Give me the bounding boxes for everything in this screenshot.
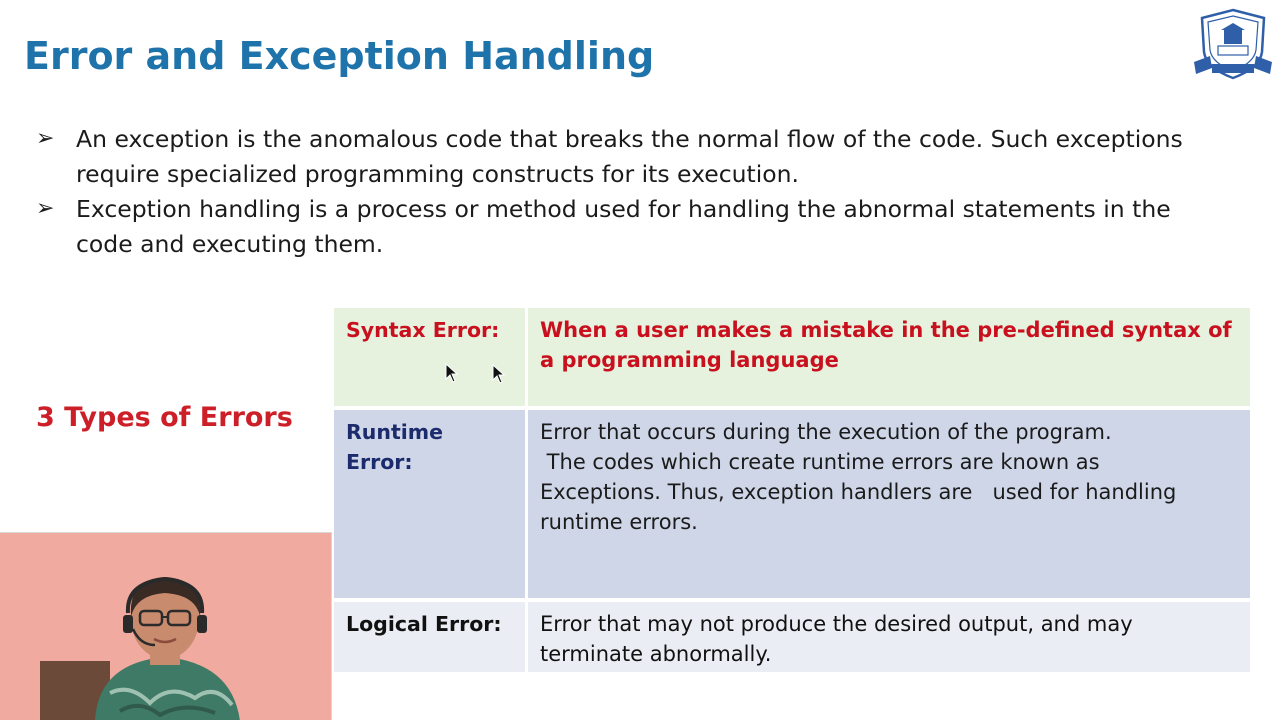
bullet-list (36, 122, 1236, 262)
presenter-webcam-feed-icon (0, 533, 332, 720)
definition-line: Exceptions. Thus, exception handlers are used for handling (540, 480, 1177, 504)
error-term: Logical Error: (334, 602, 525, 672)
table-row (334, 602, 1250, 672)
types-of-errors-heading: 3 Types of Errors (36, 402, 293, 433)
bullet-text: An exception is the anomalous code that breaks the normal flow of the code. Such exceptions require specialized programming constructs for its execution. (76, 125, 1183, 188)
mouse-pointer-icon (492, 364, 506, 384)
error-definition (528, 410, 1250, 598)
error-definition: Error that may not produce the desired output, and may terminate abnormally. (528, 602, 1250, 672)
arrow-bullet-icon: ➢ (36, 196, 55, 221)
mouse-pointer-icon (445, 363, 459, 383)
bullet-item (36, 122, 1236, 191)
error-term: Syntax Error: (334, 308, 525, 406)
bullet-text: Exception handling is a process or method used for handling the abnormal statements in the code and executing them. (76, 195, 1171, 258)
definition-line: The codes which create runtime errors are known as (540, 450, 1100, 474)
arrow-bullet-icon: ➢ (36, 126, 55, 151)
bullet-item (36, 192, 1236, 261)
error-types-table (334, 308, 1250, 672)
kiet-crest-icon (1190, 4, 1276, 84)
table-row (334, 410, 1250, 598)
presenter-webcam (0, 532, 332, 720)
error-definition: When a user makes a mistake in the pre-defined syntax of a programming language (528, 308, 1250, 406)
definition-line: runtime errors. (540, 510, 698, 534)
table-row (334, 308, 1250, 406)
slide-title: Error and Exception Handling (24, 34, 655, 78)
definition-line: Error that occurs during the execution of the program. (540, 420, 1112, 444)
error-term: Runtime Error: (334, 410, 525, 598)
